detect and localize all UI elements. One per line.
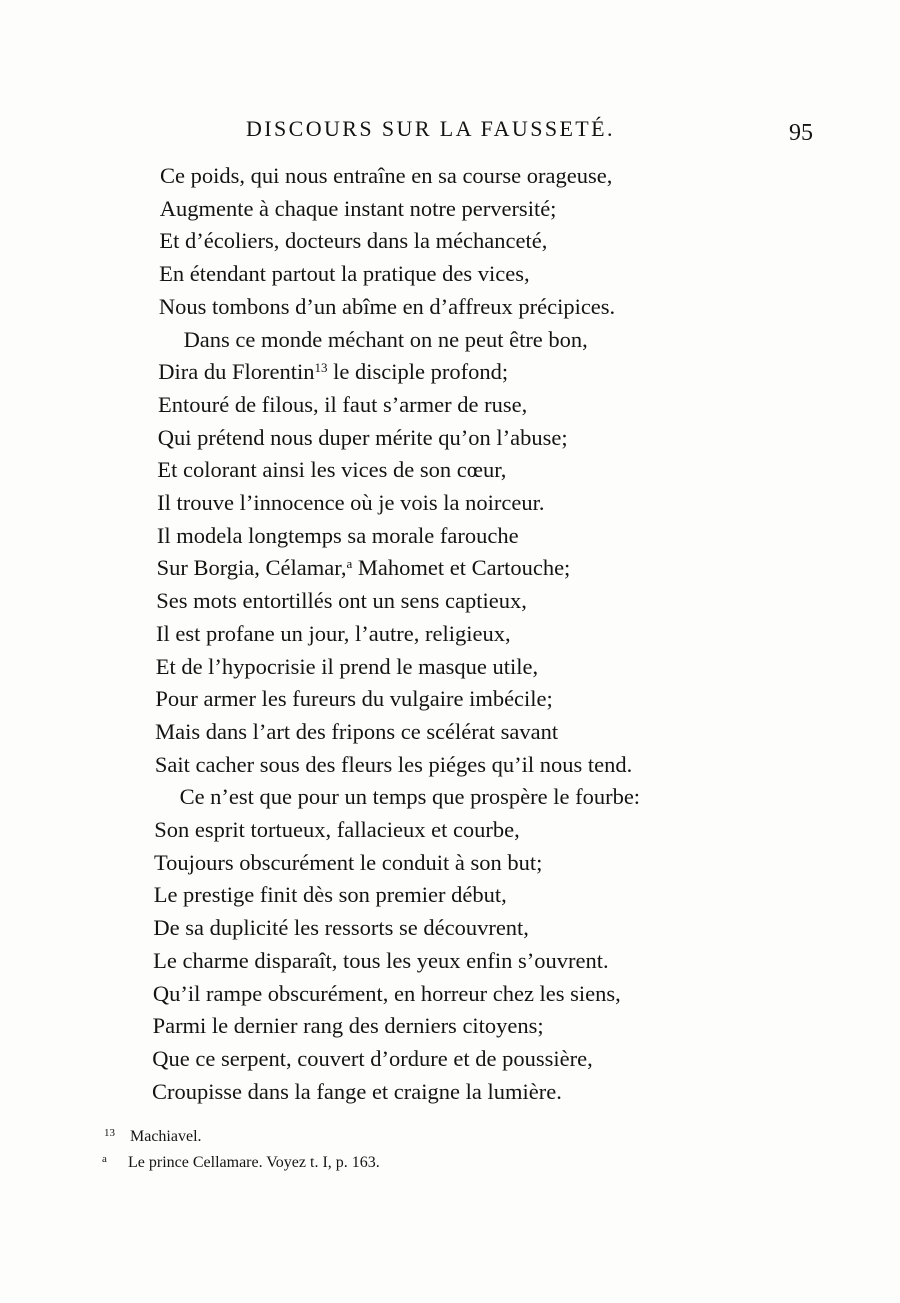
verse-text-continued: le disciple profond; (327, 359, 509, 385)
verse-line (156, 585, 527, 618)
verse-text: Ses mots entortillés ont un sens captieux, (156, 588, 527, 614)
verse-text: Il trouve l’innocence où je vois la noirceur. (157, 490, 545, 515)
verse-text: Qu’il rampe obscurément, en horreur chez les siens, (152, 980, 621, 1006)
verse-text: Son esprit tortueux, fallacieux et courbe, (154, 817, 520, 842)
verse-line (157, 520, 519, 553)
verse-line (159, 225, 547, 258)
verse-text: Le charme disparaît, tous les yeux enfin s’ouvrent. (153, 947, 609, 973)
footnote-text: Machiavel. (130, 1128, 202, 1145)
running-title: DISCOURS SUR LA FAUSSETÉ. (246, 116, 615, 141)
verse-text: Nous tombons d’un abîme en d’affreux précipices. (158, 293, 616, 319)
verse-line (180, 781, 641, 814)
running-head (0, 116, 900, 146)
verse-line (153, 912, 529, 945)
verse-line (156, 651, 538, 684)
verse-text: Dira du Florentin (158, 359, 315, 385)
verse-line (155, 683, 552, 716)
verse-line (157, 454, 506, 487)
verse-line (154, 814, 520, 847)
verse-line (158, 389, 527, 422)
verse-line (160, 193, 557, 226)
verse-line (153, 945, 608, 978)
verse-text: Le prestige finit dès son premier début, (153, 882, 507, 908)
verse-text: Qui prétend nous duper mérite qu’on l’abuse; (157, 424, 568, 450)
verse-text: Parmi le dernier rang des derniers citoyens; (152, 1013, 544, 1039)
verse-line (154, 847, 542, 880)
verse-line (156, 618, 511, 651)
verse-text: Pour armer les fureurs du vulgaire imbécile; (155, 686, 553, 712)
verse-text: Et de l’hypocrisie il prend le masque utile, (155, 653, 539, 679)
verse-line (158, 356, 508, 389)
page-number: 95 (789, 120, 813, 146)
verse-line (153, 978, 621, 1011)
footnote-reference: a (346, 556, 353, 572)
verse-text: Dans ce monde méchant on ne peut être bon, (183, 326, 588, 352)
verse-line (157, 552, 571, 585)
footnote: 13 Machiavel. (104, 1127, 202, 1145)
verse-line (158, 422, 568, 455)
verse-text: Il modela longtemps sa morale farouche (156, 522, 519, 548)
verse-line (159, 258, 530, 291)
verse-line (152, 1043, 592, 1076)
verse-text: Ce poids, qui nous entraîne en sa course orageuse, (160, 163, 613, 188)
verse-text: Croupisse dans la fange et craigne la lumière. (152, 1078, 562, 1104)
verse-text: Il est profane un jour, l’autre, religieux, (156, 620, 511, 646)
verse-text: En étendant partout la pratique des vices, (159, 261, 530, 287)
verse-text: Que ce serpent, couvert d’ordure et de poussière, (152, 1045, 593, 1071)
verse-text: Sait cacher sous des fleurs les piéges qu’il nous tend. (154, 751, 633, 777)
verse-line (160, 160, 612, 193)
verse-line (155, 716, 558, 749)
footnote-reference: 13 (314, 360, 328, 376)
footnote: a Le prince Cellamare. Voyez t. I, p. 163. (102, 1153, 380, 1171)
verse-text: Augmente à chaque instant notre perversité; (159, 195, 557, 221)
verse-text: Ce n’est que pour un temps que prospère le fourbe: (179, 784, 641, 810)
verse-line (152, 1076, 562, 1109)
verse-text: Mais dans l’art des fripons ce scélérat savant (155, 718, 559, 744)
verse-text: Sur Borgia, Célamar, (156, 555, 347, 581)
verse-line (155, 749, 632, 782)
verse-text: Entouré de filous, il faut s’armer de ruse, (158, 391, 528, 417)
verse-line (157, 487, 544, 520)
verse-text: De sa duplicité les ressorts se découvrent, (153, 915, 529, 941)
verse-line (184, 324, 588, 357)
footnote-text: Le prince Cellamare. Voyez t. I, p. 163. (128, 1154, 380, 1171)
verse-text: Toujours obscurément le conduit à son but; (154, 849, 543, 875)
verse-text: Et colorant ainsi les vices de son cœur, (157, 457, 507, 483)
verse-line (159, 291, 615, 324)
verse-text: Et d’écoliers, docteurs dans la méchanceté, (159, 228, 548, 254)
verse-line (153, 1010, 544, 1043)
verse-line (154, 879, 507, 912)
verse-text-continued: Mahomet et Cartouche; (352, 555, 571, 581)
